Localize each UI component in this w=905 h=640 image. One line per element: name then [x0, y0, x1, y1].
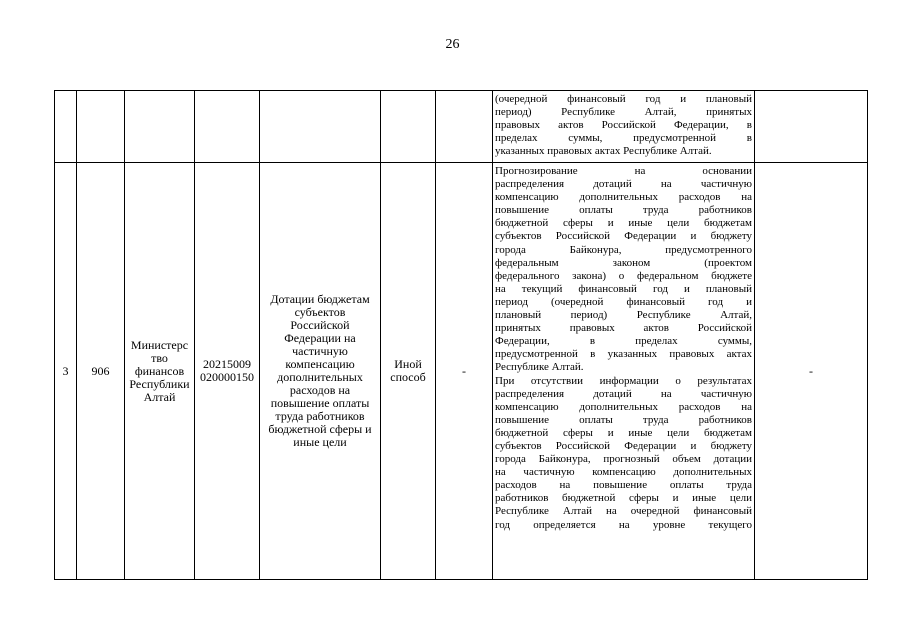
revenue-name-cell: Дотации бюджетам субъектов Российской Федерации на частичную компенсацию дополнительных расходов на повышение оплаты труда работников бюджетной сферы и иные цели: [268, 292, 372, 449]
table-border: [867, 90, 868, 580]
description-line: год определяется на уровне текущего: [495, 518, 752, 531]
description-line: (очередной финансовый год и плановый: [495, 93, 752, 105]
description-line: компенсацию дополнительных расходов на: [495, 191, 752, 204]
description-line: Республике Алтай.: [495, 361, 584, 374]
description-line: бюджетной сферы и иные цели бюджетам: [495, 426, 752, 439]
column-divider: [492, 90, 493, 580]
description-line: При отсутствии информации о результатах: [495, 374, 752, 387]
description-line: предусмотренной в указанных правовых актах: [495, 348, 752, 361]
prev-row-description: [495, 93, 752, 158]
description-line: субъектов Российской Федерации и бюджету: [495, 230, 752, 243]
budget-table: [54, 90, 868, 580]
description-line: работников бюджетной сферы и иные цели: [495, 492, 752, 505]
dash-cell: -: [809, 363, 813, 378]
description-line: на частичную компенсацию дополнительных: [495, 466, 752, 479]
description-line: повышение оплаты труда работников: [495, 413, 752, 426]
description-line: бюджетной сферы и иные цели бюджетам: [495, 217, 752, 230]
description-line: города Байконура, прогнозный объем дотации: [495, 453, 752, 466]
description-line: период) Республике Алтай, принятых: [495, 106, 752, 119]
description-line: пределах суммы, предусмотренной в: [495, 132, 752, 145]
description-line: субъектов Российской Федерации и бюджету: [495, 439, 752, 452]
dash-cell: -: [462, 363, 466, 378]
administrator-cell: Министерс тво финансов Республики Алтай: [129, 337, 190, 404]
description-line: Федерации, в пределах суммы,: [495, 335, 752, 348]
page-number: 26: [445, 37, 460, 52]
description-line: распределения дотаций на частичную: [495, 387, 752, 400]
description-line: указанных правовых актах Республике Алтай.: [495, 145, 712, 158]
description-line: плановый период) Республике Алтай,: [495, 309, 752, 322]
table-border: [54, 90, 868, 91]
table-border: [54, 579, 868, 580]
description-line: Прогнозирование на основании: [495, 165, 752, 177]
description-line: правовых актов Российской Федерации, в: [495, 119, 752, 132]
description-line: период (очередной финансовый год и: [495, 295, 752, 308]
admin-code-cell: 906: [91, 363, 110, 378]
description-line: принятых правовых актов Российской: [495, 322, 752, 335]
description-line: повышение оплаты труда работников: [495, 204, 752, 217]
description-line: на текущий финансовый год и плановый: [495, 282, 752, 295]
description-line: федерального закона) о федеральном бюджете: [495, 269, 752, 282]
description-line: расходов на повышение оплаты труда: [495, 479, 752, 492]
description-line: компенсацию дополнительных расходов на: [495, 400, 752, 413]
method-cell: Иной способ: [390, 357, 426, 384]
description-line: федеральным законом (проектом: [495, 256, 752, 269]
kbk-code-cell: 20215009 020000150: [200, 357, 254, 384]
description-line: Республике Алтай на очередной финансовый: [495, 505, 752, 518]
description-line: распределения дотаций на частичную: [495, 178, 752, 191]
row-3-description: [495, 165, 752, 532]
description-line: города Байконура, предусмотренного: [495, 243, 752, 256]
row-number-cell: 3: [62, 363, 69, 378]
